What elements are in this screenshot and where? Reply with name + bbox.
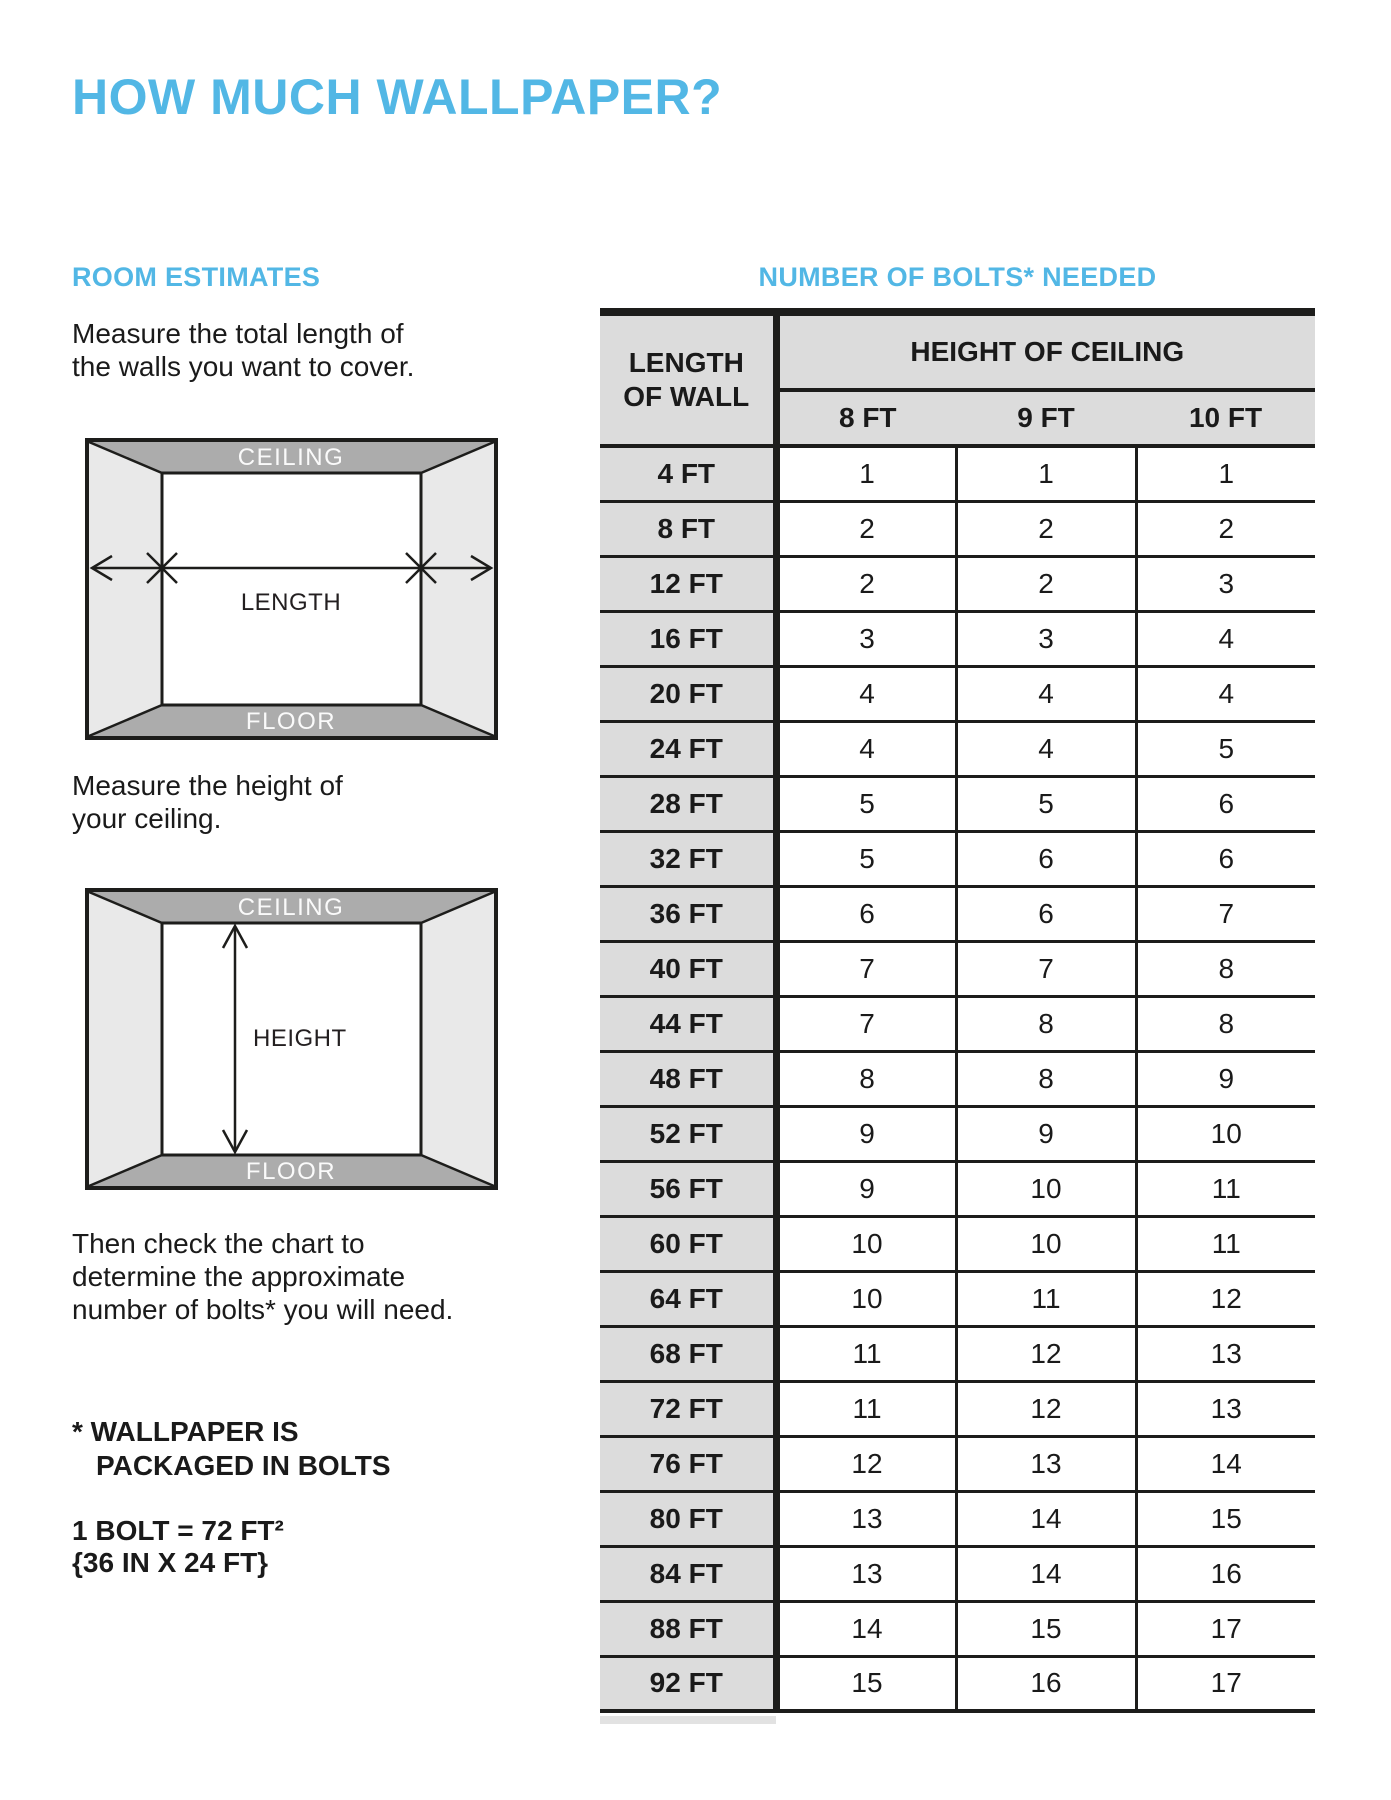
bolt-count-cell: 2 xyxy=(956,501,1136,556)
bolt-count-cell: 13 xyxy=(776,1546,956,1601)
height-label: HEIGHT xyxy=(253,1025,347,1052)
wall-length-cell: 52 FT xyxy=(600,1106,776,1161)
bolt-count-cell: 15 xyxy=(1136,1491,1315,1546)
bolt-count-cell: 5 xyxy=(1136,721,1315,776)
paragraph-line: Then check the chart to xyxy=(72,1228,365,1259)
table-row xyxy=(600,831,1315,886)
bolt-info-line: {36 IN X 24 FT} xyxy=(72,1547,269,1578)
bolt-count-cell: 12 xyxy=(956,1381,1136,1436)
wall-length-cell: 48 FT xyxy=(600,1051,776,1106)
bolt-count-cell: 2 xyxy=(776,501,956,556)
bolt-count-cell: 3 xyxy=(1136,556,1315,611)
wall-length-cell: 36 FT xyxy=(600,886,776,941)
bolts-table xyxy=(600,308,1315,1713)
bolt-count-cell: 7 xyxy=(776,941,956,996)
table-row xyxy=(600,1161,1315,1216)
bolt-count-cell: 5 xyxy=(776,831,956,886)
bolt-count-cell: 1 xyxy=(1136,446,1315,501)
wall-length-cell: 68 FT xyxy=(600,1326,776,1381)
bolt-count-cell: 12 xyxy=(776,1436,956,1491)
bolt-count-cell: 13 xyxy=(956,1436,1136,1491)
table-row xyxy=(600,611,1315,666)
bolt-count-cell: 9 xyxy=(956,1106,1136,1161)
bolt-count-cell: 5 xyxy=(776,776,956,831)
ceiling-label: CEILING xyxy=(237,444,345,471)
bolt-count-cell: 6 xyxy=(956,886,1136,941)
right-wall-face xyxy=(421,892,494,1186)
bolt-count-cell: 6 xyxy=(776,886,956,941)
wall-length-cell: 32 FT xyxy=(600,831,776,886)
bolt-count-cell: 1 xyxy=(776,446,956,501)
table-row xyxy=(600,1381,1315,1436)
bolt-count-cell: 4 xyxy=(1136,611,1315,666)
bolt-count-cell: 2 xyxy=(776,556,956,611)
table-row xyxy=(600,1326,1315,1381)
bolts-needed-heading: NUMBER OF BOLTS* NEEDED xyxy=(758,262,1157,292)
measure-height-paragraph xyxy=(72,769,343,835)
bolt-count-cell: 11 xyxy=(776,1381,956,1436)
paragraph-line: your ceiling. xyxy=(72,803,222,834)
wall-length-cell: 40 FT xyxy=(600,941,776,996)
measure-length-paragraph xyxy=(72,317,414,383)
paragraph-line: the walls you want to cover. xyxy=(72,351,415,382)
bolt-count-cell: 8 xyxy=(1136,996,1315,1051)
wall-length-cell: 56 FT xyxy=(600,1161,776,1216)
ceiling-label: CEILING xyxy=(237,894,345,921)
wall-length-cell: 92 FT xyxy=(600,1656,776,1711)
room-height-diagram xyxy=(85,888,498,1190)
table-row xyxy=(600,996,1315,1051)
table-row xyxy=(600,1436,1315,1491)
bolt-count-cell: 16 xyxy=(1136,1546,1315,1601)
bolt-count-cell: 4 xyxy=(956,666,1136,721)
bolt-count-cell: 7 xyxy=(776,996,956,1051)
table-row xyxy=(600,941,1315,996)
bolt-count-cell: 10 xyxy=(956,1216,1136,1271)
left-wall-face xyxy=(89,892,162,1186)
table-row xyxy=(600,886,1315,941)
bolt-count-cell: 2 xyxy=(1136,501,1315,556)
bolt-count-cell: 10 xyxy=(956,1161,1136,1216)
bolt-count-cell: 14 xyxy=(1136,1436,1315,1491)
bolt-count-cell: 8 xyxy=(956,996,1136,1051)
bolt-count-cell: 17 xyxy=(1136,1656,1315,1711)
left-wall-face xyxy=(89,442,162,736)
bolt-count-cell: 14 xyxy=(776,1601,956,1656)
wall-length-cell: 64 FT xyxy=(600,1271,776,1326)
bolt-count-cell: 9 xyxy=(776,1106,956,1161)
floor-label: FLOOR xyxy=(245,708,337,735)
col-header-8ft: 8 FT xyxy=(776,390,956,446)
bolt-count-cell: 12 xyxy=(1136,1271,1315,1326)
wall-length-cell: 4 FT xyxy=(600,446,776,501)
bolt-count-cell: 16 xyxy=(956,1656,1136,1711)
paragraph-line: determine the approximate xyxy=(72,1261,406,1292)
bolt-count-cell: 12 xyxy=(956,1326,1136,1381)
wall-length-cell: 80 FT xyxy=(600,1491,776,1546)
table-row xyxy=(600,501,1315,556)
header-line: OF WALL xyxy=(623,381,750,412)
wall-length-cell: 20 FT xyxy=(600,666,776,721)
wall-length-cell: 60 FT xyxy=(600,1216,776,1271)
bolt-count-cell: 13 xyxy=(1136,1381,1315,1436)
length-label: LENGTH xyxy=(240,589,342,616)
bolt-count-cell: 8 xyxy=(776,1051,956,1106)
bolt-count-cell: 11 xyxy=(776,1326,956,1381)
table-row xyxy=(600,1216,1315,1271)
bolt-count-cell: 8 xyxy=(956,1051,1136,1106)
bolt-info-line: 1 BOLT = 72 FT² xyxy=(72,1515,284,1546)
bolt-count-cell: 10 xyxy=(1136,1106,1315,1161)
bolt-count-cell: 10 xyxy=(776,1216,956,1271)
paragraph-line: Measure the total length of xyxy=(72,318,404,349)
wall-length-cell: 76 FT xyxy=(600,1436,776,1491)
wall-length-cell: 8 FT xyxy=(600,501,776,556)
bolt-count-cell: 11 xyxy=(956,1271,1136,1326)
paragraph-line: Measure the height of xyxy=(72,770,343,801)
right-wall-face xyxy=(421,442,494,736)
table-row xyxy=(600,666,1315,721)
bolt-count-cell: 4 xyxy=(1136,666,1315,721)
length-of-wall-header xyxy=(600,312,776,446)
bolt-count-cell: 4 xyxy=(776,666,956,721)
paragraph-line: number of bolts* you will need. xyxy=(72,1294,454,1325)
bolt-count-cell: 15 xyxy=(776,1656,956,1711)
table-row xyxy=(600,1491,1315,1546)
wall-length-cell: 88 FT xyxy=(600,1601,776,1656)
bolt-count-cell: 7 xyxy=(1136,886,1315,941)
bolt-count-cell: 6 xyxy=(1136,776,1315,831)
bolt-count-cell: 6 xyxy=(1136,831,1315,886)
table-row xyxy=(600,556,1315,611)
header-line: LENGTH xyxy=(628,347,744,378)
bolt-count-cell: 8 xyxy=(1136,941,1315,996)
bolt-size-info xyxy=(72,1515,284,1579)
bolt-count-cell: 4 xyxy=(776,721,956,776)
footnote-line: * WALLPAPER IS xyxy=(72,1416,299,1447)
table-row xyxy=(600,1106,1315,1161)
table-row xyxy=(600,1051,1315,1106)
wall-length-cell: 12 FT xyxy=(600,556,776,611)
bolt-count-cell: 11 xyxy=(1136,1161,1315,1216)
footnote-line: PACKAGED IN BOLTS xyxy=(96,1450,391,1481)
bolt-count-cell: 2 xyxy=(956,556,1136,611)
bolt-count-cell: 3 xyxy=(956,611,1136,666)
wallpaper-bolts-footnote xyxy=(72,1415,391,1483)
floor-label: FLOOR xyxy=(245,1158,337,1185)
wall-length-cell: 16 FT xyxy=(600,611,776,666)
table-row xyxy=(600,721,1315,776)
table-row xyxy=(600,1656,1315,1711)
bolt-count-cell: 9 xyxy=(1136,1051,1315,1106)
height-of-ceiling-header: HEIGHT OF CEILING xyxy=(776,312,1315,390)
table-row xyxy=(600,1601,1315,1656)
bolt-count-cell: 6 xyxy=(956,831,1136,886)
col-header-9ft: 9 FT xyxy=(956,390,1136,446)
col-header-10ft: 10 FT xyxy=(1136,390,1315,446)
table-row xyxy=(600,446,1315,501)
bolt-count-cell: 4 xyxy=(956,721,1136,776)
table-footer-strip xyxy=(600,1716,776,1724)
bolt-count-cell: 3 xyxy=(776,611,956,666)
bolt-count-cell: 13 xyxy=(776,1491,956,1546)
bolt-count-cell: 9 xyxy=(776,1161,956,1216)
wall-length-cell: 72 FT xyxy=(600,1381,776,1436)
bolt-count-cell: 11 xyxy=(1136,1216,1315,1271)
table-row xyxy=(600,1546,1315,1601)
bolt-count-cell: 1 xyxy=(956,446,1136,501)
wall-length-cell: 44 FT xyxy=(600,996,776,1051)
table-header-row-1 xyxy=(600,312,1315,390)
check-chart-paragraph xyxy=(72,1227,453,1326)
room-length-diagram xyxy=(85,438,498,740)
bolt-count-cell: 10 xyxy=(776,1271,956,1326)
bolt-count-cell: 7 xyxy=(956,941,1136,996)
bolt-count-cell: 17 xyxy=(1136,1601,1315,1656)
room-estimates-heading: ROOM ESTIMATES xyxy=(72,262,321,292)
bolt-count-cell: 14 xyxy=(956,1546,1136,1601)
table-row xyxy=(600,1271,1315,1326)
bolt-count-cell: 14 xyxy=(956,1491,1136,1546)
bolt-count-cell: 13 xyxy=(1136,1326,1315,1381)
wall-length-cell: 24 FT xyxy=(600,721,776,776)
page-title: HOW MUCH WALLPAPER? xyxy=(72,69,723,125)
wall-length-cell: 28 FT xyxy=(600,776,776,831)
bolt-count-cell: 15 xyxy=(956,1601,1136,1656)
wall-length-cell: 84 FT xyxy=(600,1546,776,1601)
table-row xyxy=(600,776,1315,831)
bolt-count-cell: 5 xyxy=(956,776,1136,831)
